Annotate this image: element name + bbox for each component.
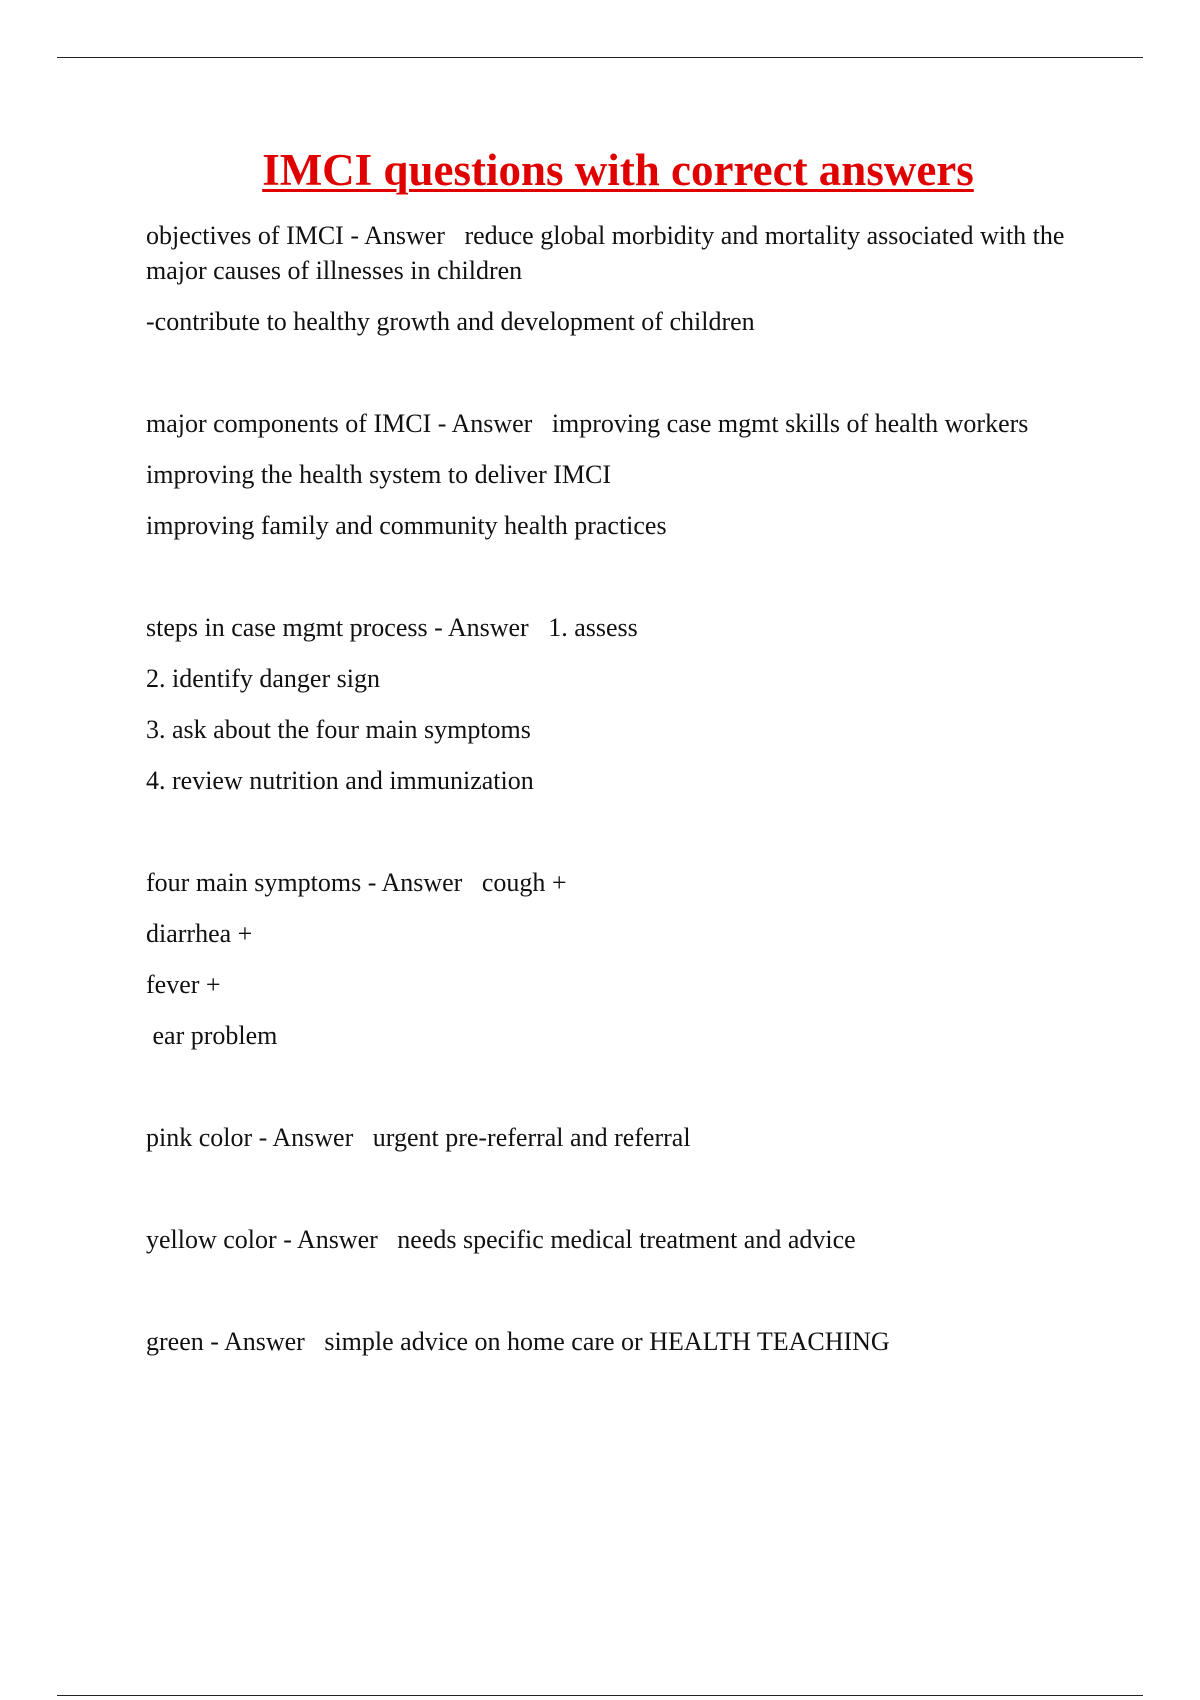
answer-line: 3. ask about the four main symptoms [146,715,531,744]
answer-line: fever + [146,970,221,999]
qa-item-pink-color [146,1120,1066,1155]
question-text: major components of IMCI [146,409,432,438]
qa-first-line [146,1222,1066,1257]
answer-separator: - Answer [283,1225,378,1254]
question-text: objectives of IMCI [146,221,344,250]
answer-separator: - Answer [210,1327,305,1356]
qa-first-line [146,218,1066,288]
answer-line: diarrhea + [146,919,253,948]
answer-separator: - Answer [258,1123,354,1152]
answer-line: simple advice on home care or HEALTH TEACHING [324,1327,890,1356]
answer-separator: - Answer [434,613,529,642]
qa-item-yellow-color [146,1222,1066,1257]
answer-line: improving the health system to deliver IMCI [146,460,612,489]
answer-line: improving case mgmt skills of health workers [551,409,1029,438]
qa-item-case-mgmt-steps [146,610,1066,798]
answer-line: needs specific medical treatment and advice [397,1225,856,1254]
answer-line: 1. assess [548,613,638,642]
qa-first-line [146,610,1066,645]
qa-item-objectives [146,218,1066,339]
answer-line: -contribute to healthy growth and development of children [146,307,755,336]
qa-first-line [146,865,1066,900]
qa-item-green [146,1324,1066,1359]
page-top-rule [57,57,1143,58]
answer-separator: - Answer [437,409,533,438]
answer-line: 2. identify danger sign [146,664,380,693]
answer-separator: - Answer [350,221,445,250]
answer-line: 4. review nutrition and immunization [146,766,534,795]
qa-first-line [146,406,1066,441]
question-text: steps in case mgmt process [146,613,428,642]
question-text: four main symptoms [146,868,362,897]
question-text: green [146,1327,204,1356]
answer-separator: - Answer [367,868,463,897]
page-bottom-rule [57,1695,1143,1696]
qa-item-major-components [146,406,1066,543]
qa-first-line [146,1324,1066,1359]
answer-line: reduce global morbidity and mortality associated with the major causes of illnesses in children [146,221,1065,285]
answer-line: ear problem [146,1021,278,1050]
qa-first-line [146,1120,1066,1155]
page-title: IMCI questions with correct answers [262,145,974,195]
answer-line: improving family and community health practices [146,511,667,540]
answer-line: urgent pre-referral and referral [372,1123,691,1152]
qa-list [146,218,1066,1426]
question-text: pink color [146,1123,253,1152]
question-text: yellow color [146,1225,277,1254]
qa-item-four-main-symptoms [146,865,1066,1053]
answer-line: cough + [481,868,567,897]
